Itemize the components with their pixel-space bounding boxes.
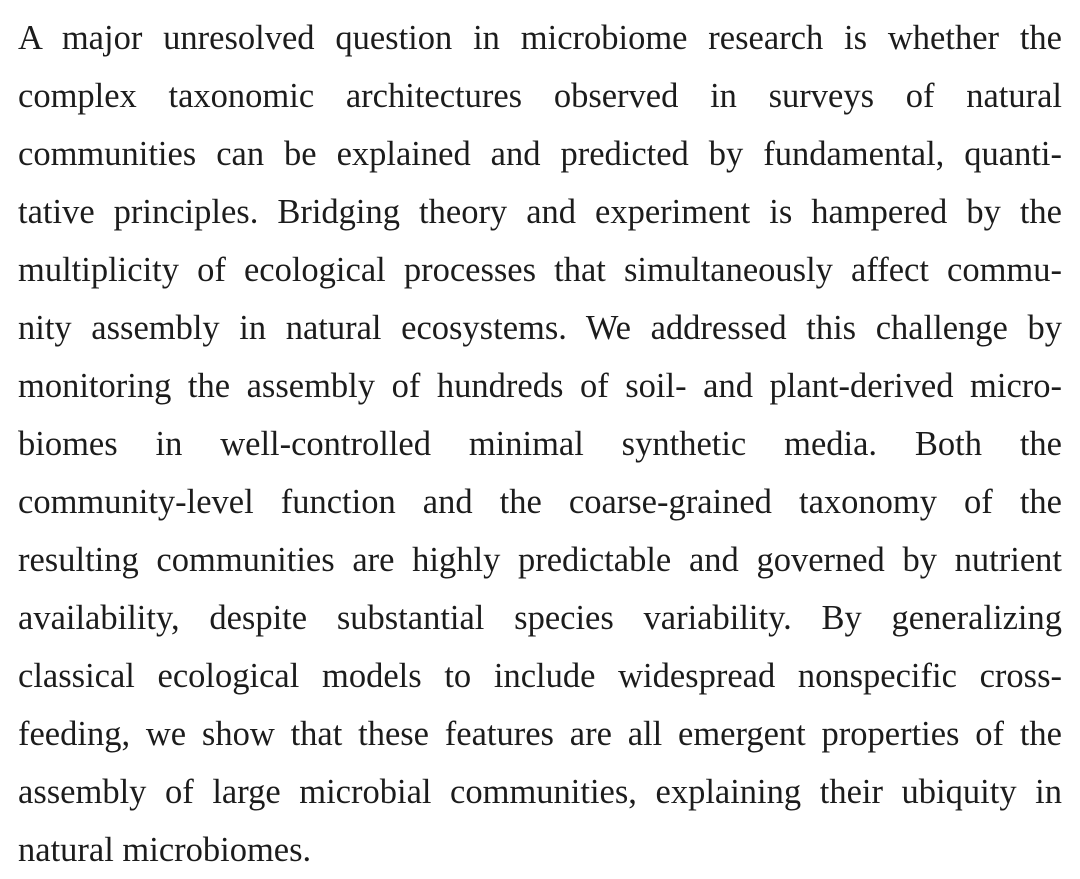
text-line: monitoring the assembly of hundreds of soil- and plant-derived micro- <box>18 367 1062 405</box>
text-line: assembly of large microbial communities, explaining their ubiquity in <box>18 773 1062 811</box>
text-line: community-level function and the coarse-grained taxonomy of the <box>18 483 1062 521</box>
text-line: natural microbiomes. <box>18 831 312 869</box>
text-line: biomes in well-controlled minimal synthetic media. Both the <box>18 425 1062 463</box>
text-line: A major unresolved question in microbiome research is whether the <box>18 19 1062 57</box>
text-line: classical ecological models to include widespread nonspecific cross- <box>18 657 1062 695</box>
abstract-paragraph <box>18 9 1062 879</box>
text-line: nity assembly in natural ecosystems. We addressed this challenge by <box>18 309 1062 347</box>
text-line: tative principles. Bridging theory and experiment is hampered by the <box>18 193 1062 231</box>
text-line: resulting communities are highly predictable and governed by nutrient <box>18 541 1062 579</box>
text-line: multiplicity of ecological processes that simultaneously affect commu- <box>18 251 1062 289</box>
text-line: complex taxonomic architectures observed in surveys of natural <box>18 77 1062 115</box>
text-line: feeding, we show that these features are all emergent properties of the <box>18 715 1062 753</box>
text-line: communities can be explained and predicted by fundamental, quanti- <box>18 135 1062 173</box>
text-line: availability, despite substantial species variability. By generalizing <box>18 599 1062 637</box>
